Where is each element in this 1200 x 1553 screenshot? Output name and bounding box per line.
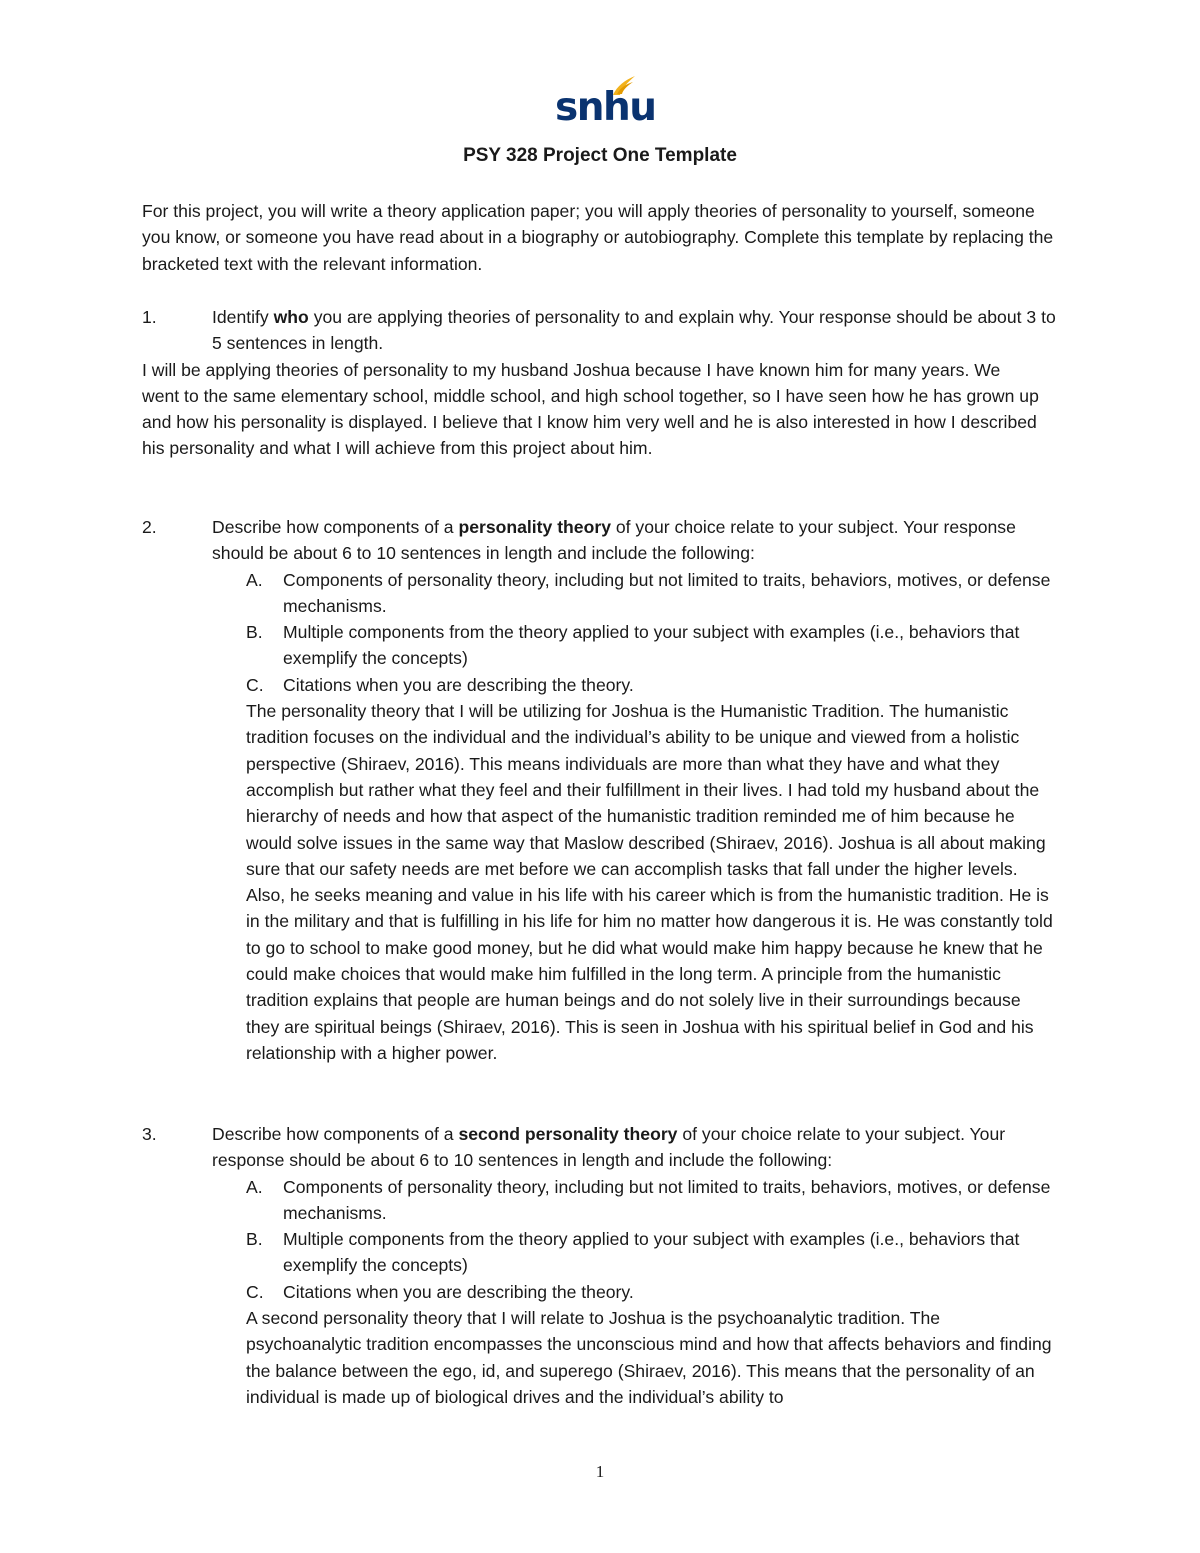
question-1-text bbox=[212, 304, 1062, 357]
item-letter: C. bbox=[246, 1281, 264, 1302]
snhu-logo bbox=[555, 74, 656, 132]
intro-paragraph bbox=[142, 198, 1062, 277]
question-2-answer: The personality theory that I will be utilizing for Joshua is the Humanistic Tradition. The humanistic tradition focuses on the individual and the individual’s ability to be unique and viewed from a holistic perspective (Shiraev, 2016). This means individuals are more than what they have and what they accomplish but rather what they feel and their fulfillment in their lives. I had told my husband about the hierarchy of needs and how that aspect of the humanistic tradition reminded me of him because he would solve issues in the same way that Maslow described (Shiraev, 2016). Joshua is all about making sure that our safety needs are met before we can accomplish tasks that fall under the higher levels. Also, he seeks meaning and value in his life with his career which is from the humanistic tradition. He is in the military and that is fulfilling in his life for him no matter how dangerous it is. He was constantly told to go to school to make good money, but he did what would make him happy because he knew that he could make choices that would make him fulfilled in the long term. A principle from the humanistic tradition explains that people are human beings and do not solely live in their surroundings because they are spiritual beings (Shiraev, 2016). This is seen in Joshua with his spiritual belief in God and his relationship with a higher power. bbox=[246, 701, 1053, 1063]
prompt-post: of your choice relate to your subject. Your response should be about 6 to 10 sentences in length and include the following: bbox=[212, 517, 1016, 564]
item-letter: A. bbox=[246, 1176, 263, 1197]
item-text: Citations when you are describing the theory. bbox=[283, 674, 634, 695]
intro-text: For this project, you will write a theory application paper; you will apply theories of personality to yourself, someone you know, or someone you have read about in a biography or autobiography. Complete this template by replacing the bracketed text with the relevant information. bbox=[142, 201, 1054, 274]
prompt-bold: second personality theory bbox=[458, 1124, 678, 1144]
item-letter: C. bbox=[246, 674, 264, 695]
item-text: Citations when you are describing the theory. bbox=[283, 1281, 634, 1302]
question-2-sub-list bbox=[246, 567, 1062, 698]
prompt-pre: Describe how components of a bbox=[212, 517, 459, 537]
list-item bbox=[246, 1279, 1062, 1305]
prompt-bold: personality theory bbox=[458, 517, 611, 537]
logo-wordmark: snhu bbox=[555, 85, 656, 130]
item-text: Components of personality theory, including but not limited to traits, behaviors, motives, or defense mechanisms. bbox=[283, 1176, 1051, 1223]
prompt-bold: who bbox=[273, 307, 309, 327]
question-3-sub-list bbox=[246, 1174, 1062, 1305]
prompt-pre: Identify bbox=[212, 307, 274, 327]
document-title: PSY 328 Project One Template bbox=[463, 145, 737, 166]
question-2-text bbox=[212, 514, 1062, 567]
page-number: 1 bbox=[595, 1462, 605, 1481]
question-2-number: 2. bbox=[142, 517, 157, 537]
question-1-prompt bbox=[142, 304, 1062, 357]
item-letter: B. bbox=[246, 622, 263, 643]
prompt-post: you are applying theories of personality to and explain why. Your response should be about 3 to 5 sentences in length. bbox=[212, 307, 1056, 354]
question-1-number: 1. bbox=[142, 307, 157, 327]
list-item bbox=[246, 672, 1062, 698]
item-text: Multiple components from the theory applied to your subject with examples (i.e., behaviors that exemplify the concepts) bbox=[283, 622, 1020, 669]
question-3-text bbox=[212, 1121, 1062, 1174]
question-3-answer: A second personality theory that I will relate to Joshua is the psychoanalytic tradition. The psychoanalytic tradition encompasses the unconscious mind and how that affects behaviors and finding the balance between the ego, id, and superego (Shiraev, 2016). This means that the personality of an individual is made up of biological drives and the individual’s ability to bbox=[246, 1308, 1052, 1407]
item-letter: A. bbox=[246, 569, 263, 590]
list-item bbox=[246, 619, 1062, 672]
prompt-pre: Describe how components of a bbox=[212, 1124, 459, 1144]
flame-icon bbox=[611, 74, 637, 96]
prompt-post: of your choice relate to your subject. Your response should be about 6 to 10 sentences in length and include the following: bbox=[212, 1124, 1006, 1171]
list-item bbox=[246, 1174, 1062, 1227]
item-letter: B. bbox=[246, 1229, 263, 1250]
question-1-answer: I will be applying theories of personality to my husband Joshua because I have known him for many years. We went to the same elementary school, middle school, and high school together, so I have seen how he has grown up and how his personality is displayed. I believe that I know him very well and he is also interested in how I described his personality and what I will achieve from this project about him. bbox=[142, 359, 1039, 459]
question-3-number: 3. bbox=[142, 1124, 157, 1144]
question-2 bbox=[142, 514, 1062, 1066]
list-item bbox=[246, 567, 1062, 620]
question-3 bbox=[142, 1121, 1062, 1410]
question-2-prompt bbox=[142, 514, 1062, 567]
question-1 bbox=[142, 304, 1062, 462]
question-3-prompt bbox=[142, 1121, 1062, 1174]
item-text: Components of personality theory, including but not limited to traits, behaviors, motives, or defense mechanisms. bbox=[283, 569, 1051, 616]
list-item bbox=[246, 1226, 1062, 1279]
item-text: Multiple components from the theory applied to your subject with examples (i.e., behaviors that exemplify the concepts) bbox=[283, 1229, 1020, 1276]
